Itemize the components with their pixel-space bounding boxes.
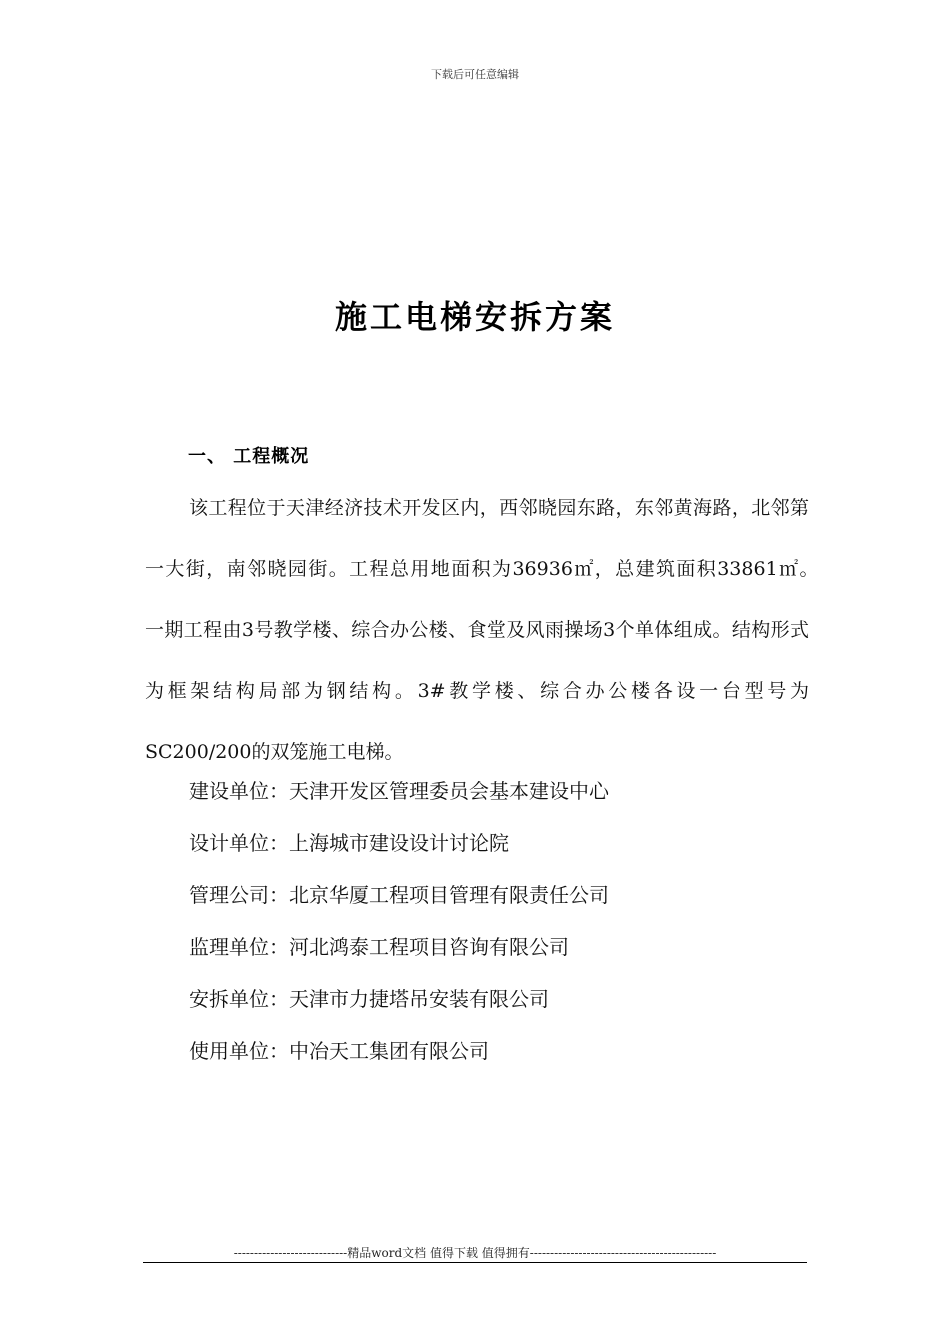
info-item-management-company: 管理公司：北京华厦工程项目管理有限责任公司 xyxy=(189,883,609,907)
info-item-design-unit: 设计单位：上海城市建设设计讨论院 xyxy=(189,831,509,855)
project-info-list xyxy=(189,772,609,1084)
document-title: 施工电梯安拆方案 xyxy=(334,298,615,336)
info-item-installation-unit: 安拆单位：天津市力捷塔吊安装有限公司 xyxy=(189,987,549,1011)
info-item-user-unit: 使用单位：中冶天工集团有限公司 xyxy=(189,1039,489,1063)
footer-note: ----------------------------精品word文档 值得下载 值得拥有---------------------------------------------- xyxy=(233,1246,717,1260)
section-heading: 一、 工程概况 xyxy=(188,446,310,467)
project-overview-paragraph: 该工程位于天津经济技术开发区内，西邻晓园东路，东邻黄海路，北邻第一大街，南邻晓园街。工程总用地面积为36936㎡，总建筑面积33861㎡。 一期工程由3号教学楼、综合办公楼、食堂及风雨操场3个单体组成。结构形式为框架结构局部为钢结构。3#教学楼、综合办公楼各设一台型号为SC200/200的双笼施工电梯。 xyxy=(145,497,835,763)
footer-divider xyxy=(143,1262,807,1263)
header-note: 下载后可任意编辑 xyxy=(431,68,519,81)
info-item-supervision-unit: 监理单位：河北鸿泰工程项目咨询有限公司 xyxy=(189,935,569,959)
info-item-construction-unit: 建设单位：天津开发区管理委员会基本建设中心 xyxy=(189,779,609,803)
